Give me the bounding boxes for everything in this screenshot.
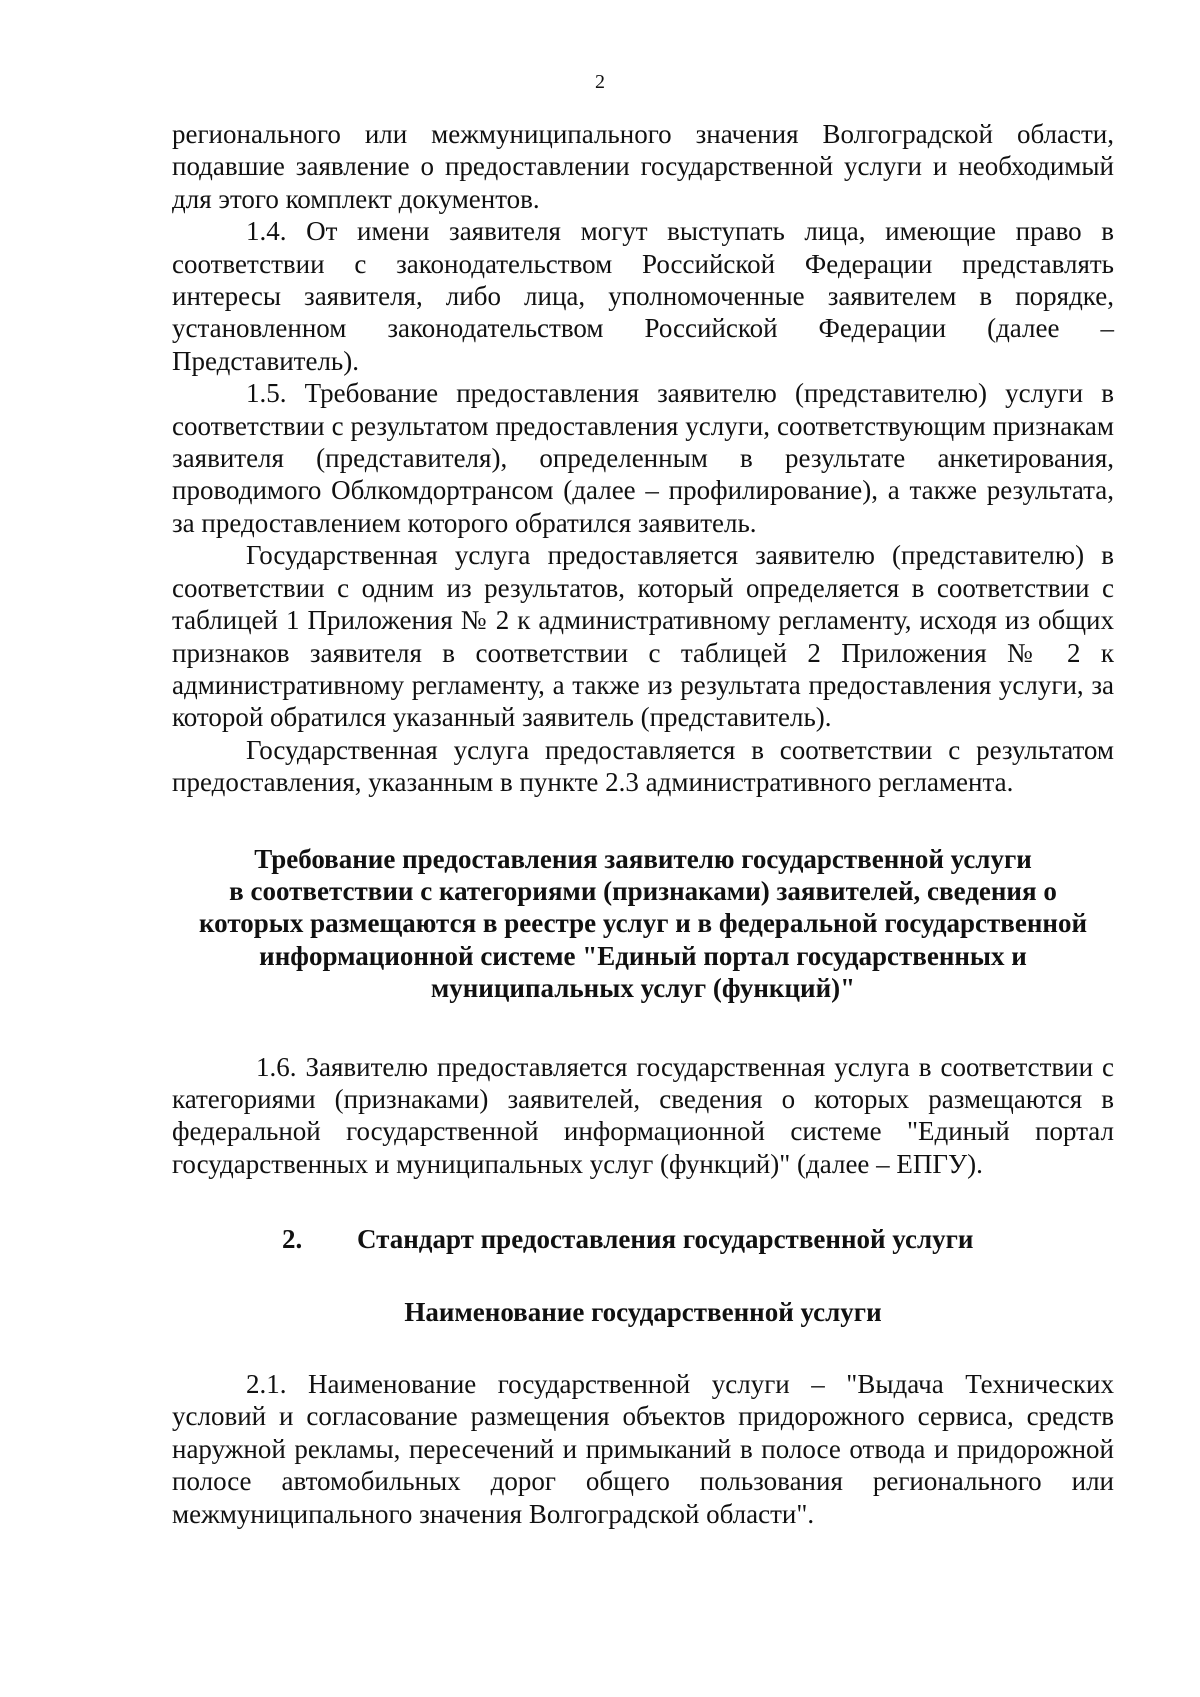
requirement-heading [172,843,1114,1005]
section-title: Стандарт предоставления государственной услуги [357,1224,974,1255]
section-2-heading [172,1223,1114,1255]
requirement-heading-line: информационной системе "Единый портал государственных и [259,940,1027,971]
paragraph-1-5: 1.5. Требование предоставления заявителю (представителю) услуги в соответствии с результатом предоставления услуги, соответствующим признакам заявителя (представителя), определенным в результате анкетирования, проводимого Облкомдортрансом (далее – профилирование), а также результата, за предоставлением которого обратился заявитель. [172,378,1114,538]
section-number: 2. [282,1224,303,1255]
paragraph-continuation: регионального или межмуниципального значения Волгоградской области, подавшие заявление о предоставлении государственной услуги и необходимый для этого комплект документов. [172,119,1114,214]
requirement-heading-line: муниципальных услуг (функций)" [430,973,856,1004]
paragraph-2-1: 2.1. Наименование государственной услуги – "Выдача Технических условий и согласование размещения объектов придорожного сервиса, средств наружной рекламы, пересечений и примыканий в полосе отвода и придорожной полосе автомобильных дорог общего пользования регионального или межмуниципального значения Волгоградской области". [172,1369,1114,1529]
document-body [172,118,1114,1530]
requirement-heading-line: которых размещаются в реестре услуг и в федеральной государственной [198,908,1088,939]
requirement-heading-line: Требование предоставления заявителю государственной услуги [254,843,1032,874]
paragraph-service-provision: Государственная услуга предоставляется заявителю (представителю) в соответствии с одним из результатов, который определяется в соответствии с таблицей 1 Приложения № 2 к административному регламенту, исходя из общих признаков заявителя в соответствии с таблицей 2 Приложения № 2 к административному регламенту, а также из результата предоставления услуги, за которой обратился указанный заявитель (представитель). [172,540,1114,733]
page-number: 2 [595,71,605,93]
requirement-heading-line: в соответствии с категориями (признаками) заявителей, сведения о [229,875,1057,906]
paragraph-1-6: 1.6. Заявителю предоставляется государственная услуга в соответствии с категориями (признаками) заявителей, сведения о которых размещаются в федеральной государственной информационной системе "Единый портал государственных и муниципальных услуг (функций)" (далее – ЕПГУ). [172,1051,1114,1179]
subheading-service-name: Наименование государственной услуги [404,1296,882,1327]
paragraph-service-result: Государственная услуга предоставляется в соответствии с результатом предоставления, указанным в пункте 2.3 административного регламента. [172,734,1114,798]
paragraph-1-4: 1.4. От имени заявителя могут выступать лица, имеющие право в соответствии с законодательством Российской Федерации представлять интересы заявителя, либо лица, уполномоченные заявителем в порядке, установленном законодательством Российской Федерации (далее – Представитель). [172,216,1114,376]
